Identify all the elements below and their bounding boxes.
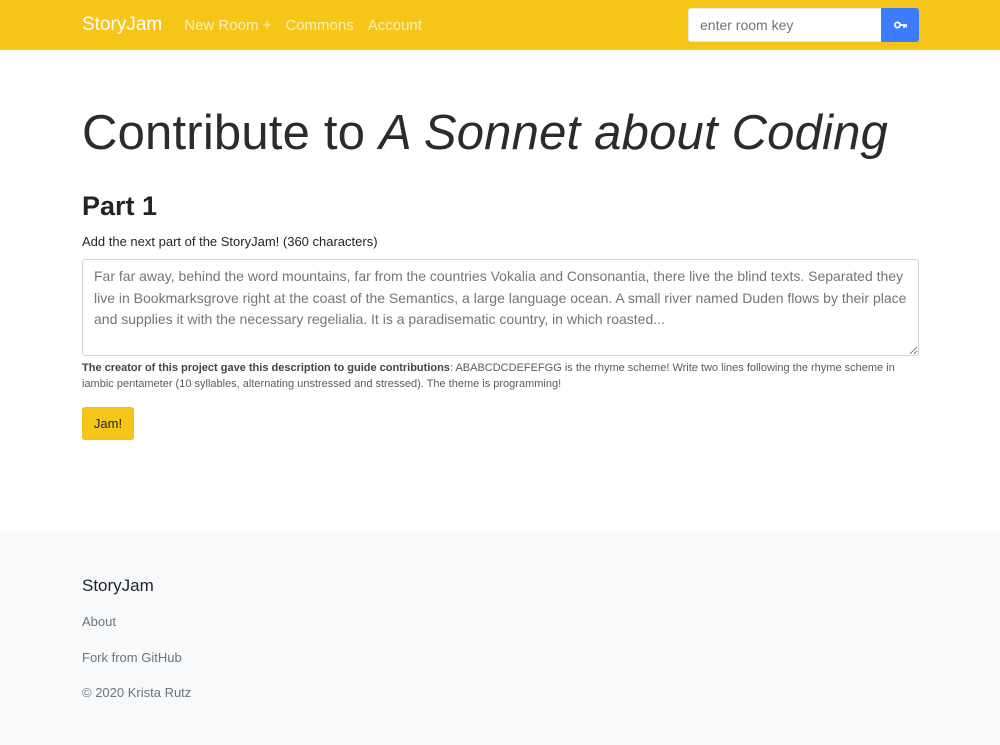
contribution-instruction: Add the next part of the StoryJam! (360 characters) [82,234,378,249]
page-title [82,105,888,161]
creator-description [82,360,919,392]
contribution-textarea[interactable] [82,259,919,356]
room-key-input[interactable] [688,8,881,42]
key-icon [894,21,907,29]
footer-about-link[interactable]: About [82,614,116,629]
room-name: A Sonnet about Coding [378,106,889,160]
brand-link[interactable]: StoryJam [82,14,163,35]
description-text: : ABABCDCDEFEFGG is the rhyme scheme! Write two lines following the rhyme scheme in iambic pentameter (10 syllables, alternating unstressed and stressed). The theme is programming! [82,362,895,390]
footer-copyright: © 2020 Krista Rutz [82,685,192,700]
footer-brand: StoryJam [82,576,154,595]
part-heading: Part 1 [82,191,158,221]
description-label: The creator of this project gave this description to guide contributions [82,362,450,374]
room-key-submit-button[interactable] [881,8,919,42]
nav-link-new-room[interactable]: New Room + [184,16,272,34]
footer [0,531,1000,745]
title-prefix: Contribute to [82,106,379,160]
footer-fork-link[interactable]: Fork from GitHub [82,650,182,665]
jam-button[interactable]: Jam! [82,407,134,440]
nav-link-account[interactable]: Account [367,16,422,34]
nav-link-commons[interactable]: Commons [285,16,354,34]
navbar [0,0,1000,50]
room-key-search [688,8,919,42]
